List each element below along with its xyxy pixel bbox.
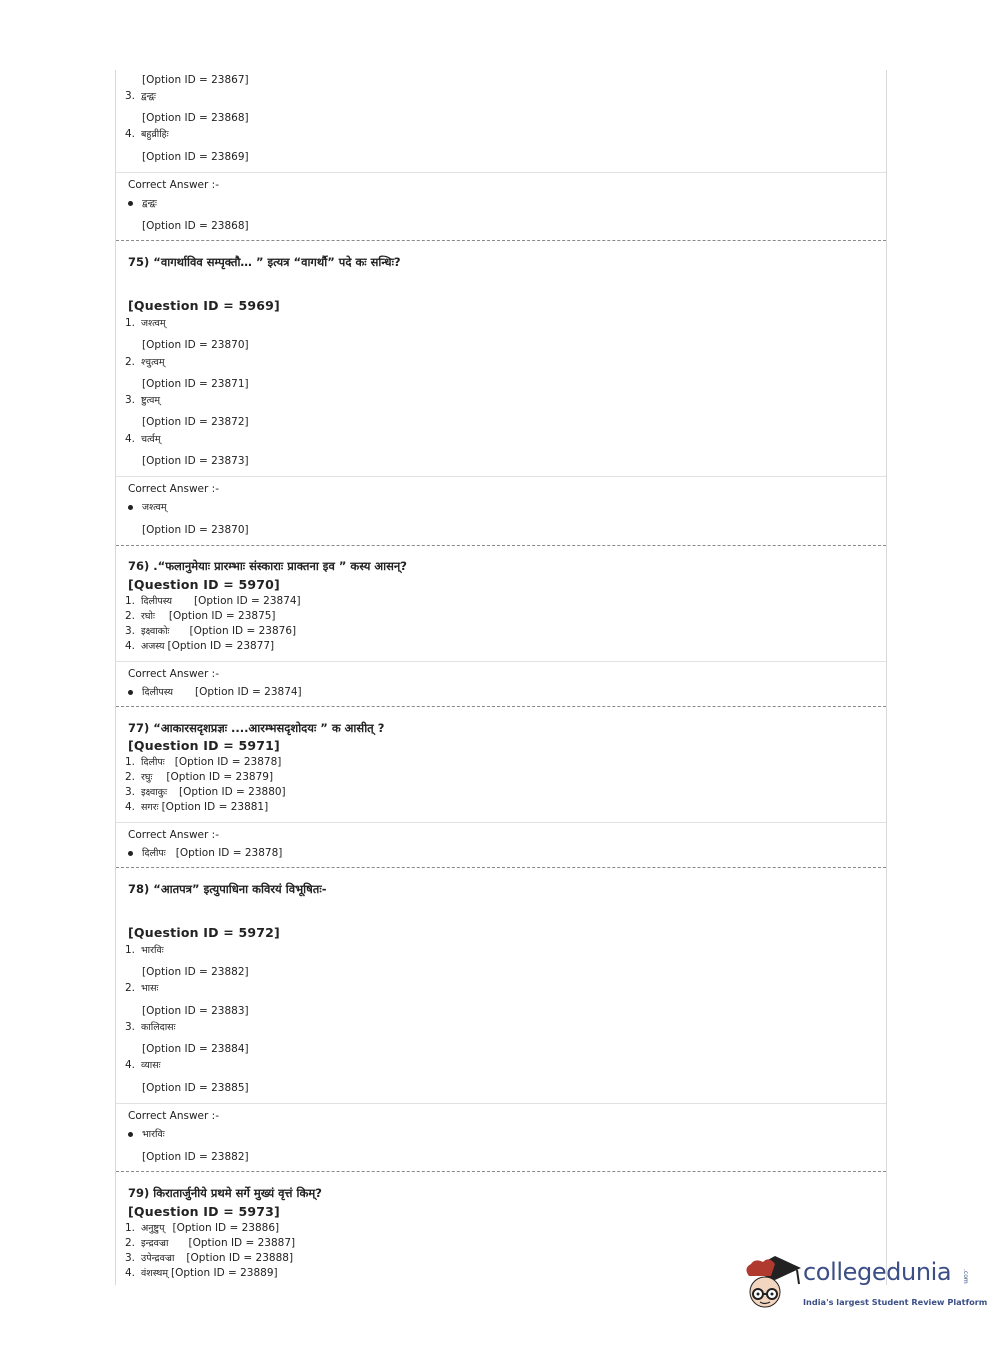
option-item: 1. दिलीपः [Option ID = 23878] <box>125 756 282 768</box>
correct-answer-label: Correct Answer :- <box>128 668 219 680</box>
option-id: [Option ID = 23884] <box>142 1043 249 1055</box>
option-id: [Option ID = 23870] <box>142 339 249 351</box>
question-id: [Question ID = 5972] <box>128 925 280 940</box>
option-item: 3. उपेन्द्रवज्रा [Option ID = 23888] <box>125 1252 294 1264</box>
option-item: 1. भारविः <box>125 944 164 956</box>
collegedunia-logo[interactable] <box>741 1248 988 1318</box>
correct-answer-text: द्वन्द्वः <box>128 197 157 210</box>
logo-wordmark: collegedunia <box>803 1258 952 1286</box>
question-title: 75) “वागर्थाविव सम्पृक्तौ… ” इत्यत्र “वागर्थौ” पदे कः सन्धिः? <box>128 255 401 269</box>
correct-answer-id: [Option ID = 23868] <box>142 220 249 232</box>
option-id: [Option ID = 23883] <box>142 1005 249 1017</box>
option-item: 2. भासः <box>125 982 159 994</box>
option-item: 3. इक्ष्वाकुः [Option ID = 23880] <box>125 786 286 798</box>
option-item: 2. रघुः [Option ID = 23879] <box>125 771 274 783</box>
option-id: [Option ID = 23885] <box>142 1082 249 1094</box>
question-id: [Question ID = 5969] <box>128 298 280 313</box>
option-item: 4. सगरः [Option ID = 23881] <box>125 801 269 813</box>
question-title: 78) “आतपत्र” इत्युपाधिना कविरयं विभूषितः- <box>128 882 327 896</box>
option-item: 1. जश्त्वम् <box>125 317 166 329</box>
correct-answer-id: [Option ID = 23882] <box>142 1151 249 1163</box>
correct-answer-label: Correct Answer :- <box>128 483 219 495</box>
option-item: 4. बहुव्रीहिः <box>125 128 169 140</box>
option-id: [Option ID = 23872] <box>142 416 249 428</box>
question-id: [Question ID = 5970] <box>128 577 280 592</box>
logo-domain: .com <box>962 1269 969 1284</box>
option-item: 4. चर्त्वम् <box>125 433 161 445</box>
option-item: 3. इक्ष्वाकोः [Option ID = 23876] <box>125 625 297 637</box>
option-item: 4. अजस्य [Option ID = 23877] <box>125 640 275 652</box>
correct-answer-id: [Option ID = 23870] <box>142 524 249 536</box>
option-id: [Option ID = 23867] <box>142 74 249 86</box>
question-id: [Question ID = 5971] <box>128 738 280 753</box>
correct-answer-text: दिलीपः [Option ID = 23878] <box>128 847 282 860</box>
correct-answer-text: भारविः <box>128 1128 165 1141</box>
logo-tagline: India's largest Student Review Platform <box>803 1297 988 1307</box>
correct-answer-label: Correct Answer :- <box>128 829 219 841</box>
correct-answer-label: Correct Answer :- <box>128 179 219 191</box>
option-item: 4. वंशस्थम् [Option ID = 23889] <box>125 1267 278 1279</box>
option-item: 2. रघोः [Option ID = 23875] <box>125 610 276 622</box>
option-id: [Option ID = 23873] <box>142 455 249 467</box>
option-id: [Option ID = 23868] <box>142 112 249 124</box>
option-item: 3. ष्टुत्वम् <box>125 394 161 406</box>
option-id: [Option ID = 23882] <box>142 966 249 978</box>
question-title: 77) “आकारसदृशप्रज्ञः ....आरम्भसदृशोदयः ” क आसीत् ? <box>128 721 385 735</box>
option-item: 2. इन्द्रवज्रा [Option ID = 23887] <box>125 1237 296 1249</box>
graduate-mascot-icon <box>741 1248 805 1318</box>
option-item: 1. दिलीपस्य [Option ID = 23874] <box>125 595 301 607</box>
option-id: [Option ID = 23871] <box>142 378 249 390</box>
option-item: 2. श्चुत्वम् <box>125 356 165 368</box>
question-title: 76) .“फलानुमेयाः प्रारम्भाः संस्काराः प्राक्तना इव ” कस्य आसन्? <box>128 559 407 573</box>
correct-answer-label: Correct Answer :- <box>128 1110 219 1122</box>
option-item: 1. अनुष्टुप् [Option ID = 23886] <box>125 1222 280 1234</box>
option-id: [Option ID = 23869] <box>142 151 249 163</box>
option-item: 3. कालिदासः <box>125 1021 176 1033</box>
question-title: 79) किरातार्जुनीये प्रथमे सर्गे मुख्यं वृत्तं किम्? <box>128 1186 322 1200</box>
question-paper-page <box>115 70 887 1285</box>
option-item: 3. द्वन्द्वः <box>125 90 156 102</box>
correct-answer-text: जश्त्वम् <box>128 501 167 514</box>
correct-answer-text: दिलीपस्य [Option ID = 23874] <box>128 686 302 699</box>
question-id: [Question ID = 5973] <box>128 1204 280 1219</box>
option-item: 4. व्यासः <box>125 1059 161 1071</box>
